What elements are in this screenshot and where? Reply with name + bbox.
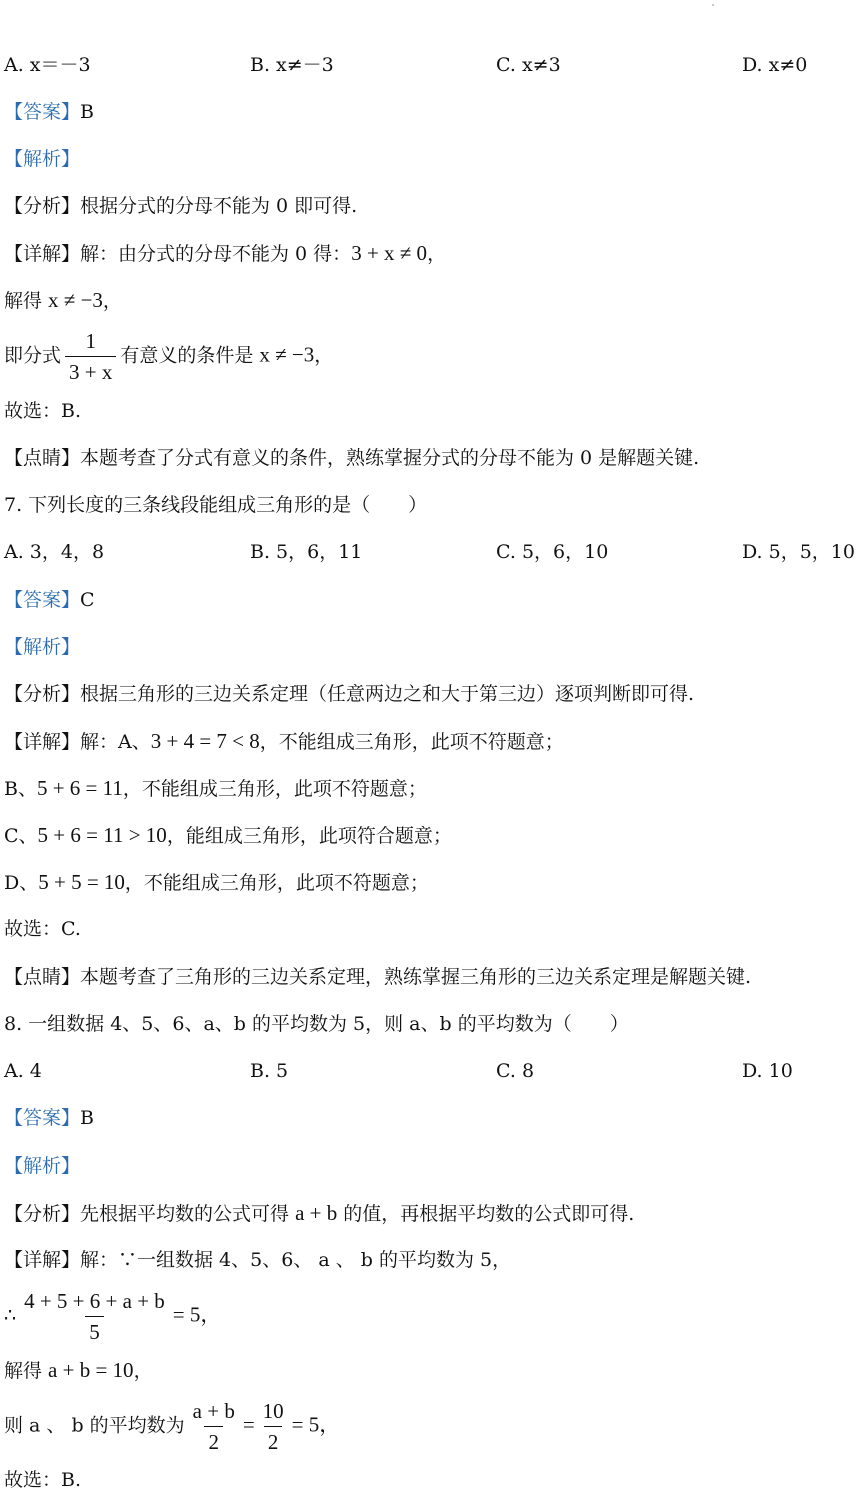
answer-tag: 【答案】 <box>4 101 81 123</box>
fraction-denominator: 2 <box>264 1426 283 1455</box>
q7-check-d <box>4 870 855 895</box>
q7-dianjing <box>4 965 855 989</box>
q6-option-c: C. x≠3 <box>496 54 561 76</box>
fenxi-text: 根据分式的分母不能为 0 即可得. <box>80 195 358 217</box>
q6-choose: 故选：B. <box>4 400 82 422</box>
math-condition: x ≠ −3 <box>259 342 315 367</box>
q8-fenxi <box>4 1201 855 1226</box>
q6-analysis <box>4 147 855 171</box>
q6-option-b: B. x≠－3 <box>250 54 334 76</box>
q8-option-d: D. 10 <box>742 1060 793 1082</box>
math-check-c: 5 + 6 = 11 > 10 <box>37 823 167 847</box>
math-solution: x ≠ −3 <box>48 288 103 312</box>
q7-option-d: D. 5，5，10 <box>742 541 855 563</box>
xiangjie-text: 解：A、 <box>80 731 151 753</box>
fraction <box>65 328 116 385</box>
equals-sign: = <box>242 1412 255 1437</box>
fenxi-tag: 【分析】 <box>4 1203 81 1225</box>
dianjing-tag: 【点睛】 <box>4 966 81 988</box>
math-inequality: 3 + x ≠ 0 <box>351 241 428 265</box>
q8-option-c: C. 8 <box>496 1060 535 1082</box>
q7-fenxi <box>4 682 855 706</box>
punct: ， <box>314 344 334 367</box>
q8-solve <box>4 1358 855 1383</box>
q7-option-a: A. 3，4，8 <box>4 541 105 563</box>
punct: ， <box>102 290 122 312</box>
fraction-denominator: 5 <box>85 1316 104 1345</box>
analysis-tag: 【解析】 <box>4 148 81 170</box>
math-solution: a + b = 10 <box>48 1358 134 1382</box>
average-result: = 5， <box>291 1412 341 1437</box>
q8-average <box>4 1398 855 1455</box>
fenxi-tag: 【分析】 <box>4 683 81 705</box>
punct: ， <box>133 1360 153 1382</box>
label: D、 <box>4 872 39 894</box>
scan-mark <box>712 4 714 6</box>
q8-title: 8. 一组数据 4、5、6、a、b 的平均数为 5，则 a、b 的平均数为（ ） <box>4 1013 629 1035</box>
q7-answer <box>4 588 855 612</box>
fraction-denominator: 2 <box>204 1426 223 1455</box>
xiangjie-tag: 【详解】 <box>4 243 81 265</box>
answer-value: C <box>80 589 95 611</box>
q6-answer <box>4 100 855 124</box>
analysis-tag: 【解析】 <box>4 1155 81 1177</box>
xiangjie-text: 解：由分式的分母不能为 0 得： <box>80 243 352 265</box>
q6-fenxi <box>4 194 855 218</box>
q6-solve <box>4 288 855 313</box>
q8-answer <box>4 1106 855 1130</box>
q7-analysis <box>4 635 855 659</box>
verdict-text: ，能组成三角形，此项符合题意； <box>166 825 452 847</box>
condition-text: 即分式 <box>4 344 62 367</box>
q7-xiangjie <box>4 729 855 754</box>
dianjing-text: 本题考查了三角形的三边关系定理，熟练掌握三角形的三边关系定理是解题关键. <box>80 966 752 988</box>
math-check-a: 3 + 4 = 7 < 8 <box>150 729 260 753</box>
q7-choose: 故选：C. <box>4 918 81 940</box>
fraction-numerator: 10 <box>262 1399 284 1423</box>
q7-check-b <box>4 776 855 801</box>
punct: ， <box>427 243 447 265</box>
equation-result: = 5， <box>172 1302 222 1327</box>
q8-option-a: A. 4 <box>4 1060 42 1082</box>
solve-text: 解得 <box>4 1360 49 1382</box>
q8-choose: 故选：B. <box>4 1469 82 1491</box>
fenxi-tag: 【分析】 <box>4 195 81 217</box>
xiangjie-tag: 【详解】 <box>4 731 81 753</box>
fraction-numerator: 1 <box>85 329 96 353</box>
label: B、 <box>4 778 37 800</box>
xiangjie-text: 解：∵一组数据 4、5、6、 a 、 b 的平均数为 5， <box>80 1249 512 1271</box>
fraction <box>189 1398 239 1455</box>
q7-check-c <box>4 823 855 848</box>
q6-options <box>4 53 855 77</box>
fraction-numerator: a + b <box>192 1399 235 1423</box>
answer-value: B <box>80 101 94 123</box>
analysis-tag: 【解析】 <box>4 636 81 658</box>
answer-tag: 【答案】 <box>4 589 81 611</box>
q7-option-c: C. 5，6，10 <box>496 541 609 563</box>
q7-options <box>4 540 855 564</box>
fraction <box>20 1288 169 1345</box>
math-check-d: 5 + 5 = 10 <box>38 870 125 894</box>
fraction-denominator: 3 + x <box>65 356 116 385</box>
label: C、 <box>4 825 38 847</box>
therefore-symbol: ∴ <box>4 1304 17 1327</box>
fenxi-text: 先根据平均数的公式可得 <box>80 1203 296 1225</box>
fenxi-text: 根据三角形的三边关系定理（任意两边之和大于第三边）逐项判断即可得. <box>80 683 695 705</box>
fraction <box>259 1398 288 1455</box>
q6-xiangjie <box>4 241 855 266</box>
q6-condition <box>4 328 855 385</box>
dianjing-text: 本题考查了分式有意义的条件，熟练掌握分式的分母不能为 0 是解题关键. <box>80 447 700 469</box>
dianjing-tag: 【点睛】 <box>4 447 81 469</box>
xiangjie-tag: 【详解】 <box>4 1249 81 1271</box>
fraction-numerator: 4 + 5 + 6 + a + b <box>24 1289 165 1313</box>
answer-tag: 【答案】 <box>4 1107 81 1129</box>
answer-value: B <box>80 1107 94 1129</box>
q7-option-b: B. 5，6，11 <box>250 541 363 563</box>
q8-xiangjie <box>4 1248 855 1272</box>
q6-dianjing <box>4 446 855 470</box>
fenxi-text-end: 的值，再根据平均数的公式即可得. <box>337 1203 635 1225</box>
q6-option-d: D. x≠0 <box>742 54 808 76</box>
verdict-text: ，不能组成三角形，此项不符题意； <box>124 872 429 894</box>
q6-option-a: A. x＝－3 <box>4 54 91 76</box>
solve-text: 解得 <box>4 290 49 312</box>
q8-options <box>4 1059 855 1083</box>
verdict-text: ，不能组成三角形，此项不符题意； <box>259 731 564 753</box>
condition-mid: 有意义的条件是 <box>120 344 260 367</box>
q8-analysis <box>4 1154 855 1178</box>
average-text: 则 a 、 b 的平均数为 <box>4 1414 185 1437</box>
verdict-text: ，不能组成三角形，此项不符题意； <box>122 778 427 800</box>
q8-option-b: B. 5 <box>250 1060 289 1082</box>
q8-equation <box>4 1288 855 1345</box>
q7-title: 7. 下列长度的三条线段能组成三角形的是（ ） <box>4 494 428 516</box>
math-sum: a + b <box>295 1201 338 1225</box>
math-check-b: 5 + 6 = 11 <box>36 776 123 800</box>
